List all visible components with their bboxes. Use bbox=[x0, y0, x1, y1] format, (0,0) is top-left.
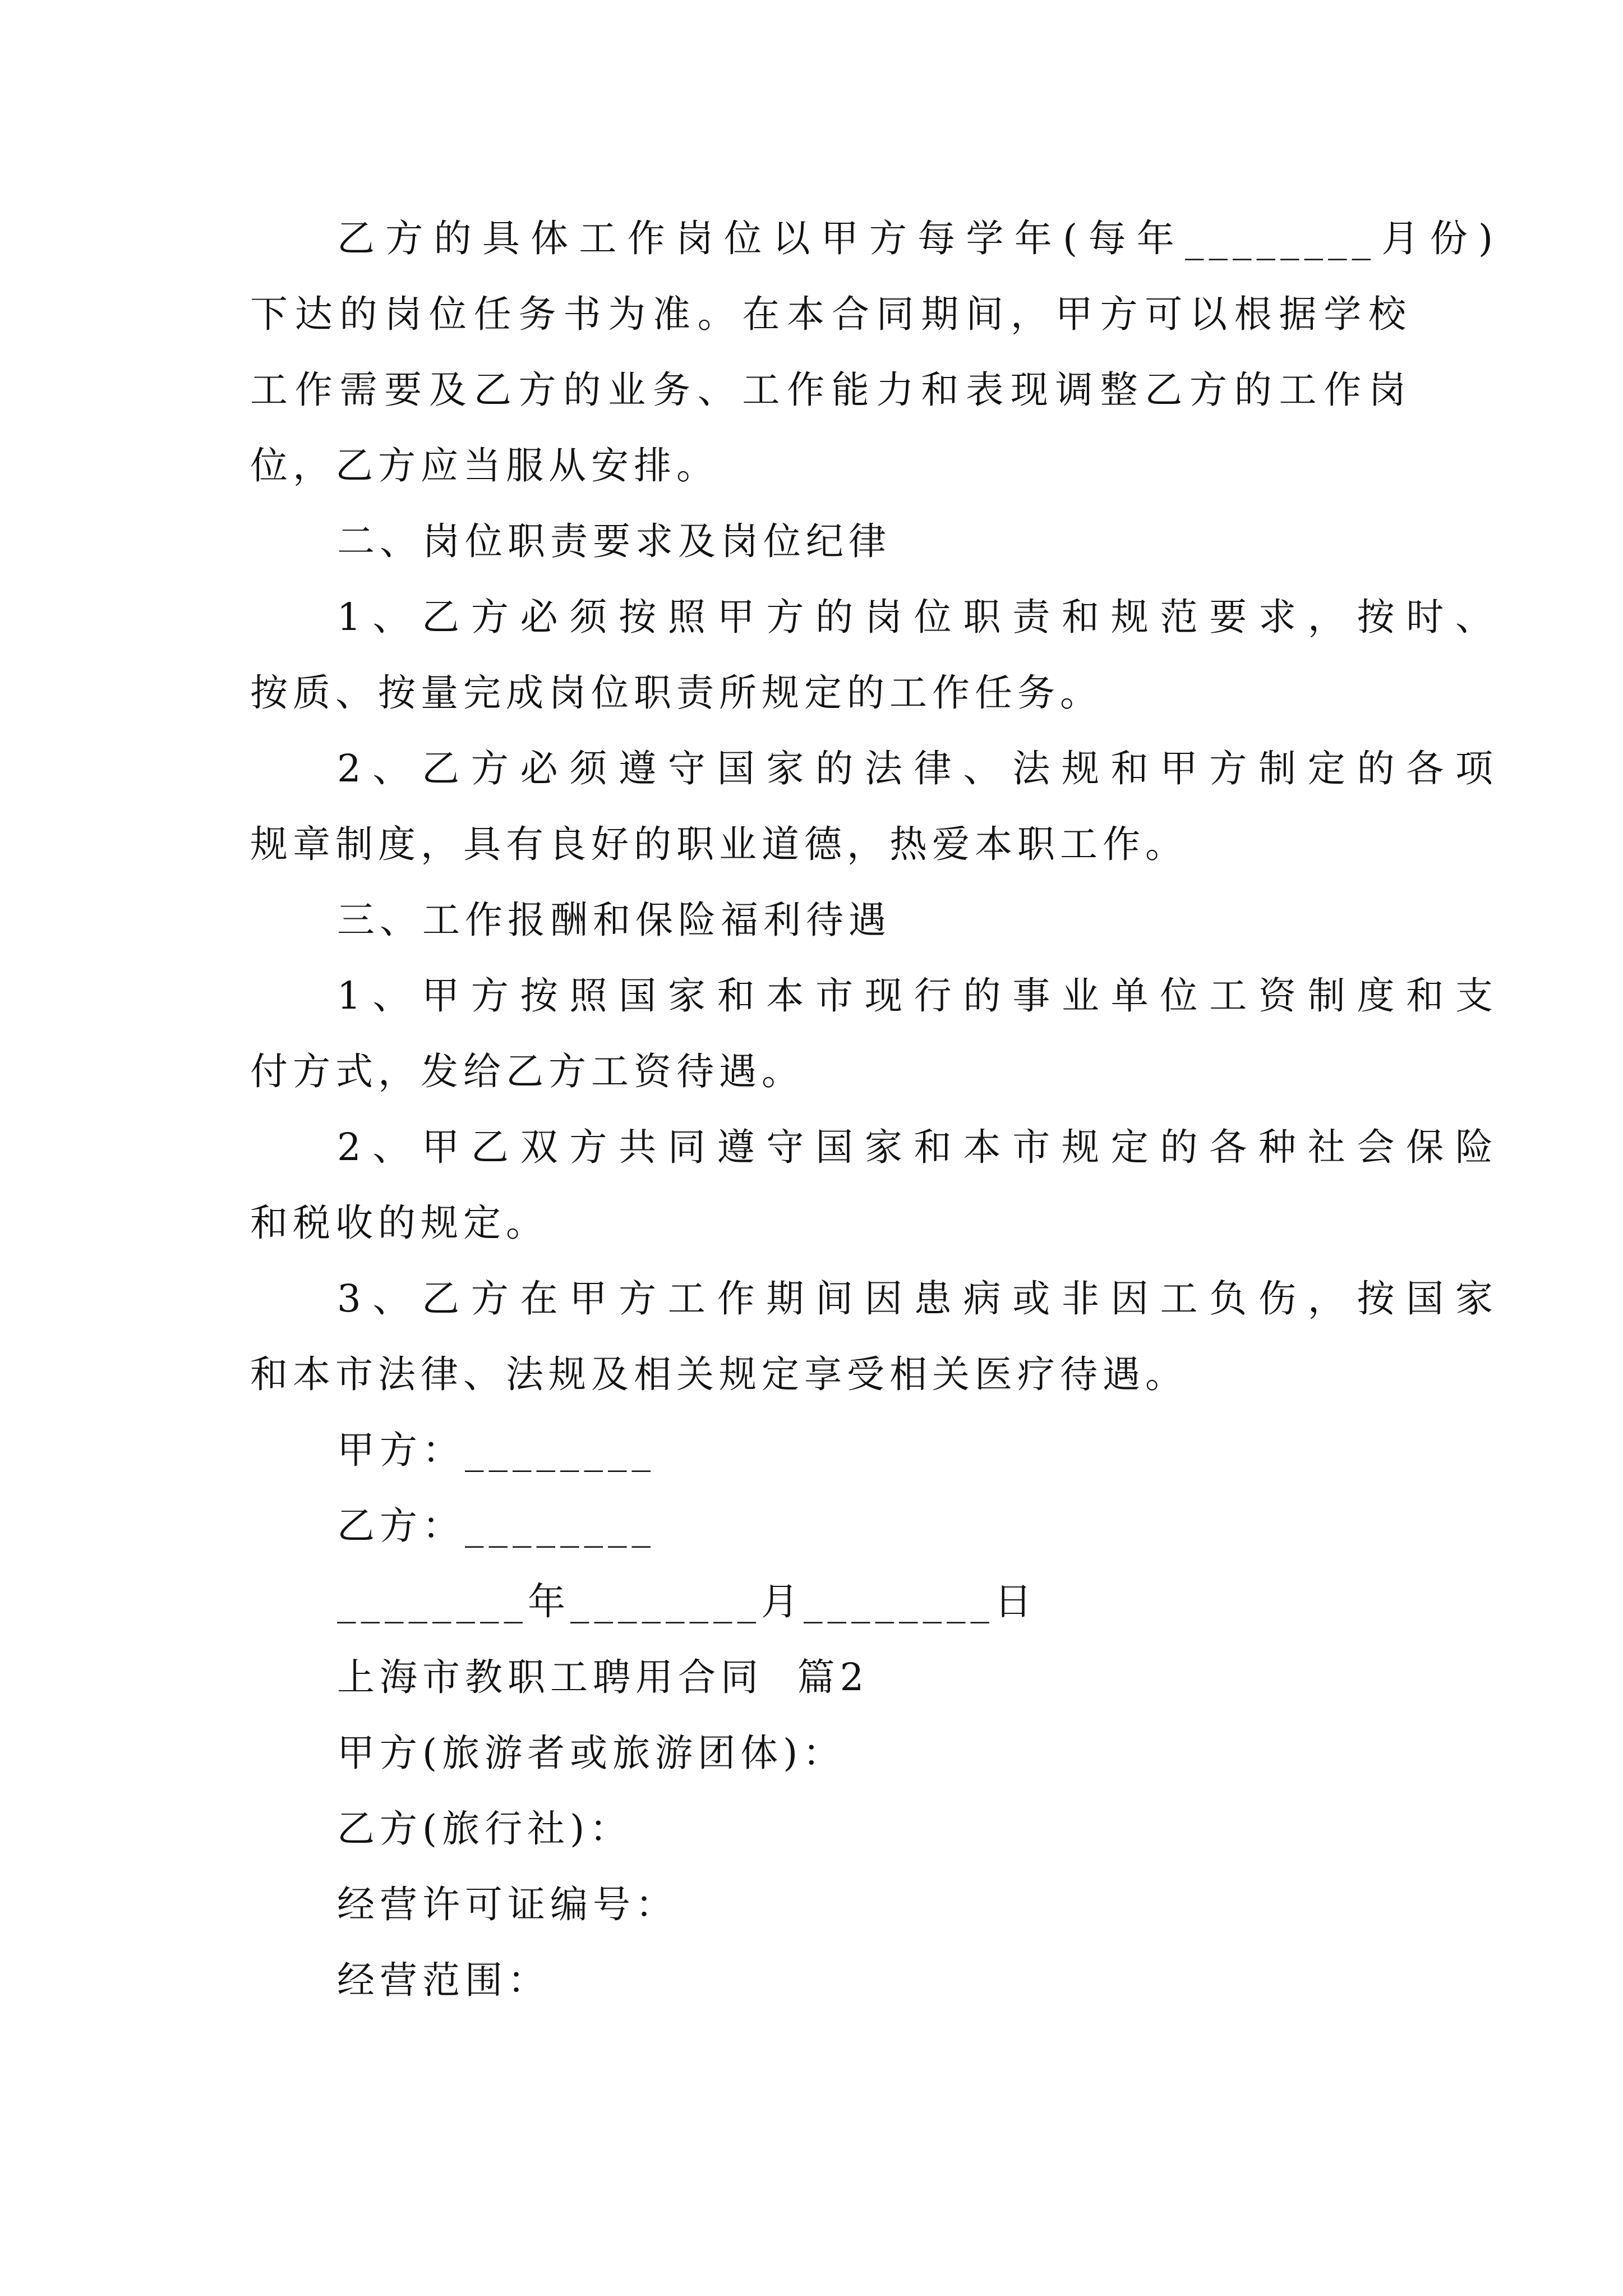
paragraph-line: 付方式，发给乙方工资待遇。 bbox=[250, 1050, 804, 1093]
paragraph-line: 1、甲方按照国家和本市现行的事业单位工资制度和支 bbox=[337, 974, 1498, 1018]
party-b-signature-line: 乙方：________ bbox=[337, 1504, 656, 1548]
business-scope-line: 经营范围： bbox=[337, 1958, 550, 2002]
section-heading: 二、岗位职责要求及岗位纪律 bbox=[337, 519, 891, 563]
paragraph-line: 和税收的规定。 bbox=[250, 1201, 548, 1245]
paragraph-line: 下达的岗位任务书为准。在本合同期间，甲方可以根据学校 bbox=[250, 292, 1411, 336]
paragraph-line: 规章制度，具有良好的职业道德，热爱本职工作。 bbox=[250, 822, 1188, 866]
license-number-line: 经营许可证编号： bbox=[337, 1883, 678, 1926]
party-a-line: 甲方(旅游者或旅游团体)： bbox=[337, 1731, 846, 1775]
paragraph-line: 乙方的具体工作岗位以甲方每学年(每年________月份) bbox=[337, 217, 1498, 260]
paragraph-line: 3、乙方在甲方工作期间因患病或非因工负伤，按国家 bbox=[337, 1277, 1498, 1320]
party-b-line: 乙方(旅行社)： bbox=[337, 1807, 633, 1851]
paragraph-line: 2、甲乙双方共同遵守国家和本市规定的各种社会保险 bbox=[337, 1125, 1498, 1169]
paragraph-line: 2、乙方必须遵守国家的法律、法规和甲方制定的各项 bbox=[337, 747, 1498, 790]
date-line: ________年________月________日 bbox=[337, 1580, 1037, 1623]
paragraph-line: 和本市法律、法规及相关规定享受相关医疗待遇。 bbox=[250, 1352, 1188, 1396]
party-a-signature-line: 甲方：________ bbox=[337, 1428, 656, 1472]
section-heading: 三、工作报酬和保险福利待遇 bbox=[337, 898, 891, 942]
paragraph-line: 工作需要及乙方的业务、工作能力和表现调整乙方的工作岗 bbox=[250, 368, 1411, 412]
contract-title: 上海市教职工聘用合同 篇2 bbox=[337, 1655, 869, 1699]
paragraph-line: 按质、按量完成岗位职责所规定的工作任务。 bbox=[250, 671, 1103, 715]
paragraph-line: 1、乙方必须按照甲方的岗位职责和规范要求，按时、 bbox=[337, 595, 1498, 639]
paragraph-line: 位，乙方应当服从安排。 bbox=[250, 444, 719, 487]
